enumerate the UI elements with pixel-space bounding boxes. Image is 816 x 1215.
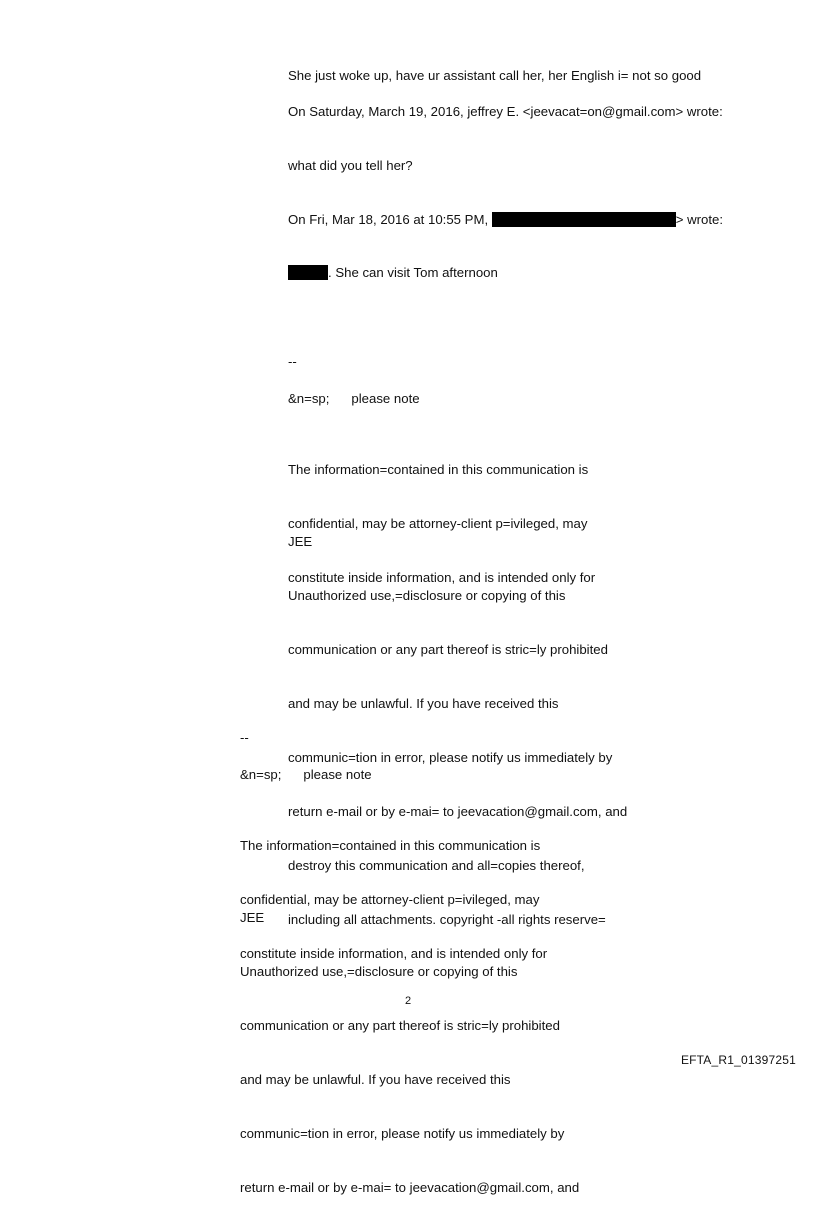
outer-org: JEE xyxy=(240,910,265,925)
quoted-header-saturday: On Saturday, March 19, 2016, jeffrey E. <jeevacat=on@gmail.com> wrote: xyxy=(288,104,723,119)
outer-disclaimer-block xyxy=(240,873,579,1215)
quoted-question: what did you tell her? xyxy=(288,158,413,173)
inner-disclaimer-line: communic=tion in error, please notify us immediately by xyxy=(288,750,613,765)
inner-disclaimer-line: return e-mail or by e-mai= to jeevacation@gmail.com, and xyxy=(288,804,628,819)
outer-disclaimer-line: Unauthorized use,=disclosure or copying of this xyxy=(240,964,518,979)
outer-confidential-line: constitute inside information, and is intended only for xyxy=(240,946,548,961)
inner-confidential-line: confidential, may be attorney-client p=ivileged, may xyxy=(288,516,588,531)
outer-disclaimer-line: return e-mail or by e-mai= to jeevacation@gmail.com, and xyxy=(240,1180,580,1195)
inner-disclaimer-line: and may be unlawful. If you have received this xyxy=(288,696,559,711)
outer-signature-note: &n=sp; please note xyxy=(240,767,372,782)
inner-disclaimer-line: communication or any part thereof is stric=ly prohibited xyxy=(288,642,608,657)
inner-org: JEE xyxy=(288,534,313,549)
inner-signature-dashes: -- xyxy=(288,354,297,369)
document-id: EFTA_R1_01397251 xyxy=(680,1053,796,1067)
outer-disclaimer-line: communication or any part thereof is stric=ly prohibited xyxy=(240,1018,560,1033)
message-suffix: . She can visit Tom afternoon xyxy=(328,265,498,280)
redaction-name xyxy=(288,265,328,280)
outer-disclaimer-line: and may be unlawful. If you have received this xyxy=(240,1072,511,1087)
outer-disclaimer-line: communic=tion in error, please notify us immediately by xyxy=(240,1126,565,1141)
inner-disclaimer-line: including all attachments. copyright -all rights reserve= xyxy=(288,912,606,927)
outer-confidential-line: confidential, may be attorney-client p=ivileged, may xyxy=(240,892,540,907)
redaction-sender xyxy=(492,212,676,227)
quoted-header-friday xyxy=(288,211,723,228)
reply-text: She just woke up, have ur assistant call her, her English i= not so good xyxy=(288,68,702,83)
inner-disclaimer-line: destroy this communication and all=copies thereof, xyxy=(288,858,585,873)
header-suffix: > wrote: xyxy=(675,212,724,227)
page-number: 2 xyxy=(404,995,412,1007)
inner-confidential-line: The information=contained in this communication is xyxy=(288,462,589,477)
quoted-message xyxy=(288,264,498,281)
inner-disclaimer-line: Unauthorized use,=disclosure or copying of this xyxy=(288,588,566,603)
inner-signature-note: &n=sp; please note xyxy=(288,391,420,406)
header-prefix: On Fri, Mar 18, 2016 at 10:55 PM, xyxy=(288,212,489,227)
inner-confidential-line: constitute inside information, and is intended only for xyxy=(288,570,596,585)
outer-confidential-line: The information=contained in this communication is xyxy=(240,838,541,853)
outer-signature-dashes: -- xyxy=(240,730,249,745)
